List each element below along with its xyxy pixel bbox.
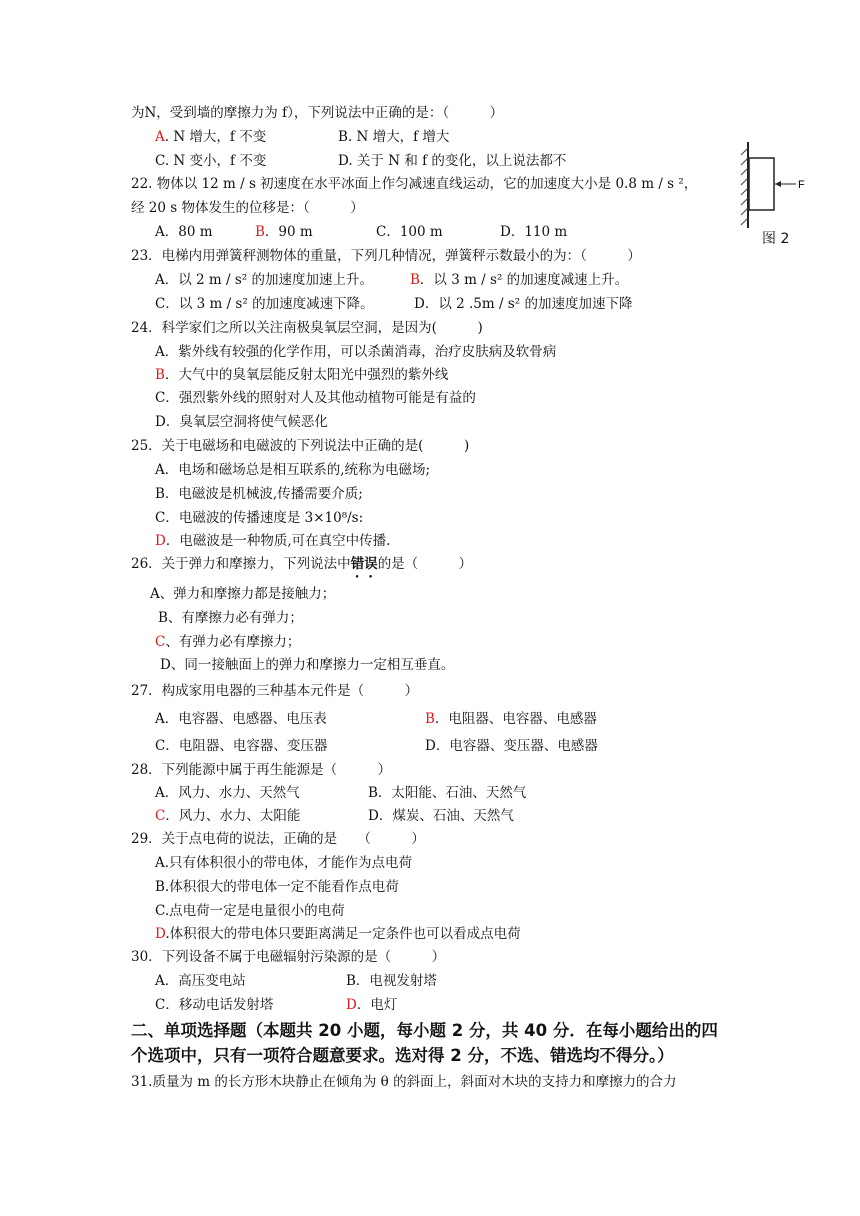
- q23-option-c: C．以 3 m / s² 的加速度减速下降。: [155, 296, 374, 312]
- q21-stem: 为N，受到墙的摩擦力为 f），下列说法中正确的是：（ ）: [131, 105, 504, 121]
- q27-stem: 27．构成家用电器的三种基本元件是（ ）: [131, 683, 419, 699]
- q29-option-b: B.体积很大的带电体一定不能看作点电荷: [155, 879, 399, 895]
- q30-option-c: C．移动电话发射塔: [155, 997, 274, 1013]
- q28-option-d: D．煤炭、石油、天然气: [368, 808, 514, 824]
- q22-option-c: C．100 m: [376, 224, 443, 240]
- figure-caption: 图 2: [762, 231, 790, 247]
- q27-option-d: D．电容器、变压器、电感器: [425, 738, 598, 754]
- q21-option-d: D. 关于 N 和 f 的变化，以上说法都不: [338, 153, 567, 169]
- q22-stem: 22. 物体以 12 m / s 初速度在水平冰面上作匀减速直线运动，它的加速度大小是 0.8 m / s ²，: [131, 176, 698, 192]
- q23-stem: 23．电梯内用弹簧秤测物体的重量，下列几种情况，弹簧秤示数最小的为：（ ）: [131, 248, 641, 264]
- q24-stem: 24．科学家们之所以关注南极臭氧层空洞，是因为( ): [131, 320, 483, 336]
- q30-option-d: D．电灯: [346, 997, 398, 1013]
- q24-option-b: B．大气中的臭氧层能反射太阳光中强烈的紫外线: [155, 367, 449, 383]
- q28-option-c: C．风力、水力、太阳能: [155, 808, 301, 824]
- q25-stem: 25．关于电磁场和电磁波的下列说法中正确的是( ): [131, 438, 470, 454]
- force-label: F: [798, 179, 805, 191]
- q22-option-b: B．90 m: [255, 224, 313, 240]
- q29-option-c: C.点电荷一定是电量很小的电荷: [155, 903, 345, 919]
- q26-option-d: D、同一接触面上的弹力和摩擦力一定相互垂直。: [160, 657, 455, 673]
- q23-option-b: B．以 3 m / s² 的加速度减速上升。: [410, 272, 629, 288]
- q24-option-c: C．强烈紫外线的照射对人及其他动植物可能是有益的: [155, 390, 476, 406]
- q25-option-d: D．电磁波是一种物质,可在真空中传播.: [155, 533, 391, 549]
- section-2-heading-line-2: 个选项中，只有一项符合题意要求。选对得 2 分，不选、错选均不得分。）: [131, 1046, 674, 1065]
- q23-option-d: D．以 2 .5m / s² 的加速度加速下降: [414, 296, 633, 312]
- q29-option-a: A.只有体积很小的带电体，才能作为点电荷: [155, 855, 413, 871]
- q23-option-a: A．以 2 m / s² 的加速度加速上升。: [155, 272, 373, 288]
- q22-option-a: A．80 m: [155, 224, 213, 240]
- q24-option-a: A．紫外线有较强的化学作用，可以杀菌消毒，治疗皮肤病及软骨病: [155, 344, 557, 360]
- q25-option-b: B．电磁波是机械波,传播需要介质;: [155, 486, 363, 502]
- q30-option-b: B．电视发射塔: [346, 973, 437, 989]
- q26-stem: 26．关于弹力和摩擦力，下列说法中错误的是（ ）: [131, 556, 473, 572]
- q31-stem: 31.质量为 m 的长方形木块静止在倾角为 θ 的斜面上，斜面对木块的支持力和摩擦力的合力: [131, 1074, 677, 1090]
- q27-option-b: B．电阻器、电容器、电感器: [425, 711, 597, 727]
- q21-option-a: A. N 增大，f 不变: [155, 129, 267, 145]
- q28-stem: 28．下列能源中属于再生能源是（ ）: [131, 762, 392, 778]
- q26-option-c: C、有弹力必有摩擦力；: [155, 634, 301, 650]
- q26-option-b: B、有摩擦力必有弹力；: [158, 610, 303, 626]
- q24-option-d: D．臭氧层空洞将使气候恶化: [155, 414, 328, 430]
- q28-option-a: A．风力、水力、天然气: [155, 785, 300, 801]
- q26-option-a: A、弹力和摩擦力都是接触力；: [150, 586, 336, 602]
- q28-option-b: B．太阳能、石油、天然气: [368, 785, 527, 801]
- q30-stem: 30．下列设备不属于电磁辐射污染源的是（ ）: [131, 949, 446, 965]
- q21-option-c: C. N 变小，f 不变: [155, 153, 267, 169]
- q22-stem-2: 经 20 s 物体发生的位移是：（ ）: [131, 200, 364, 216]
- q29-option-d: D.体积很大的带电体只要距离满足一定条件也可以看成点电荷: [155, 926, 521, 942]
- q29-stem: 29．关于点电荷的说法，正确的是 （ ）: [131, 831, 425, 847]
- q27-option-a: A．电容器、电感器、电压表: [155, 711, 327, 727]
- q21-option-b: B. N 增大，f 增大: [338, 129, 450, 145]
- q30-option-a: A．高压变电站: [155, 973, 246, 989]
- q27-option-c: C．电阻器、电容器、变压器: [155, 738, 328, 754]
- q25-option-c: C．电磁波的传播速度是 3×10⁸/s:: [155, 510, 364, 526]
- q25-option-a: A．电场和磁场总是相互联系的,统称为电磁场;: [155, 462, 431, 478]
- section-2-heading-line-1: 二、单项选择题（本题共 20 小题，每小题 2 分，共 40 分．在每小题给出的四: [131, 1021, 718, 1040]
- q22-option-d: D．110 m: [500, 224, 568, 240]
